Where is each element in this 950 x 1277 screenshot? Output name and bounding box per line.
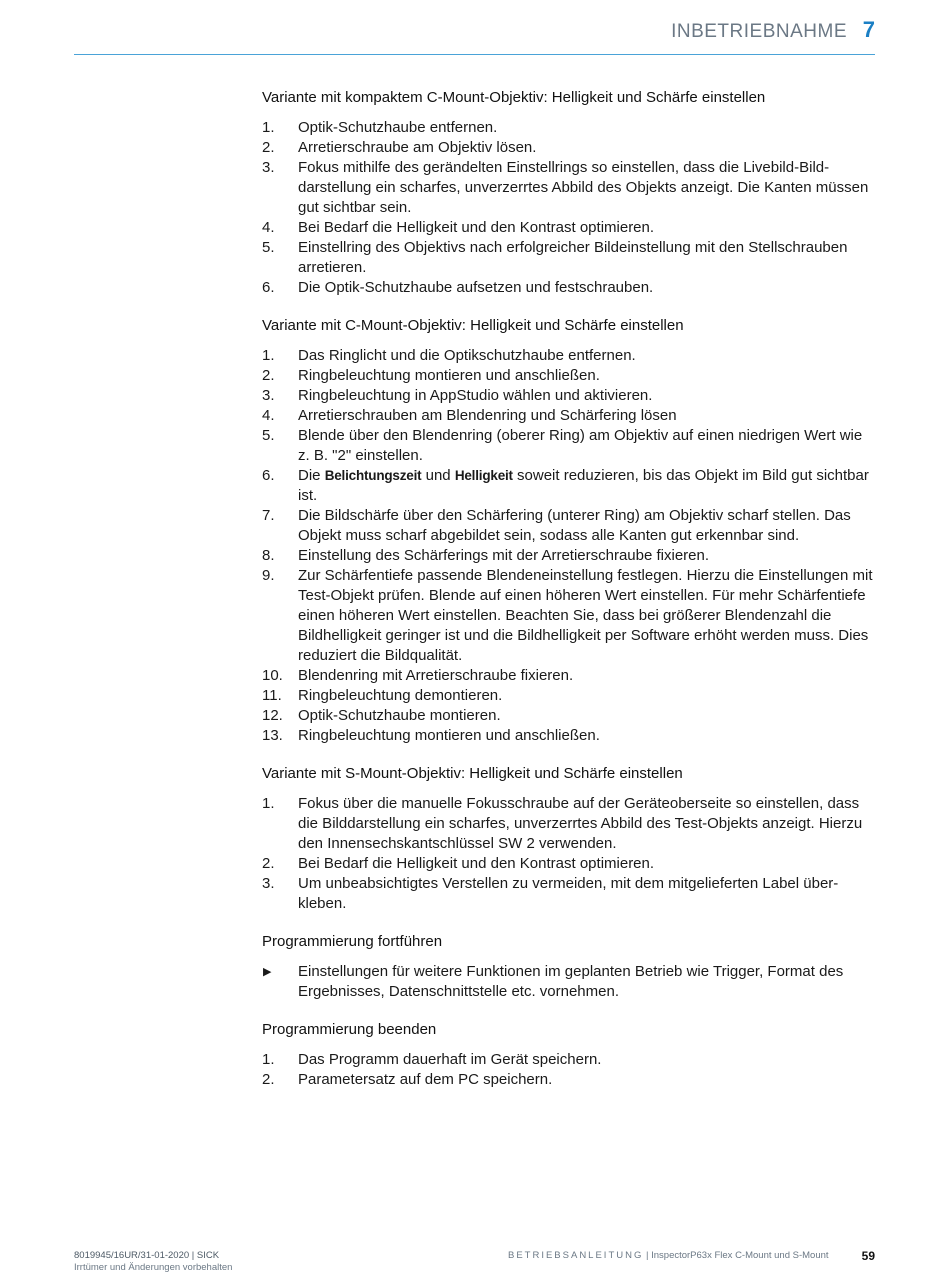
list-item: 3. Fokus mithilfe des gerändelten Einstellrings so einstellen, dass die Livebild-Bilddarstellung ein scharfes, unverzerrtes Abbild des Objekts anzeigt. Die Kanten müssen gut sichtbar sein.: [262, 159, 869, 216]
footer-document-info: [74, 1250, 232, 1274]
step-list: [262, 794, 875, 914]
step-list: [262, 1050, 875, 1090]
section-finish-programming: [262, 1020, 875, 1090]
list-item: 5. Blende über den Blendenring (oberer Ring) am Objektiv auf einen niedrigen Wert wie z. B. "2" einstellen.: [262, 427, 863, 464]
section-s-mount: [262, 764, 875, 914]
footer-manual-info: [508, 1250, 829, 1261]
list-item: 1. Das Ringlicht und die Optikschutzhaube entfernen.: [262, 347, 636, 364]
ui-term-brightness: Helligkeit: [454, 468, 513, 483]
list-item: 3. Um unbeabsichtigtes Verstellen zu vermeiden, mit dem mitgelieferten Label überkleben.: [262, 875, 839, 912]
chapter-number: 7: [862, 17, 875, 42]
list-item: 4. Arretierschrauben am Blendenring und Schärfering lösen: [262, 407, 677, 424]
section-title: Programmierung beenden: [262, 1021, 437, 1038]
list-item: 7. Die Bildschärfe über den Schärfering (unterer Ring) am Objektiv scharf stellen. Das Objekt muss scharf abgebildet sein, sodass alle Kanten gut erkennbar sind.: [262, 507, 851, 544]
list-item: 6. Die Belichtungszeit und Helligkeit soweit reduzieren, bis das Objekt im Bild gut sichtbar ist.: [262, 467, 869, 504]
list-item: 6. Die Optik-Schutzhaube aufsetzen und festschrauben.: [262, 279, 654, 296]
product-name: InspectorP63x Flex C-Mount und S-Mount: [651, 1250, 829, 1261]
list-item: 4. Bei Bedarf die Helligkeit und den Kontrast optimieren.: [262, 219, 655, 236]
list-item: 1. Optik-Schutzhaube entfernen.: [262, 119, 498, 136]
list-item: 3. Ringbeleuchtung in AppStudio wählen und aktivieren.: [262, 387, 653, 404]
footer-separator: |: [643, 1250, 652, 1261]
list-item: 2. Bei Bedarf die Helligkeit und den Kontrast optimieren.: [262, 855, 655, 872]
list-item: 1. Fokus über die manuelle Fokusschraube auf der Geräteoberseite so einstellen, dass die Bilddarstellung ein scharfes, unverzerrtes Abbild des Test-Objekts anzeigt. Hierzu den Innensechskantschlüssel SW 2 verwenden.: [262, 795, 863, 852]
list-item: 13. Ringbeleuchtung montieren und anschließen.: [262, 727, 600, 744]
page-number: 59: [861, 1249, 875, 1263]
section-title: Programmierung fortführen: [262, 933, 443, 950]
ui-term-exposure: Belichtungszeit: [324, 468, 422, 483]
list-item: ▶ Einstellungen für weitere Funktionen im geplanten Betrieb wie Trigger, Format des Ergebnisses, Datenschnittstelle etc. vornehmen.: [263, 963, 844, 1000]
manual-label: BETRIEBSANLEITUNG: [508, 1250, 644, 1261]
list-item: 12. Optik-Schutzhaube montieren.: [262, 707, 501, 724]
page-header: [74, 0, 875, 55]
section-compact-c-mount: [262, 88, 875, 298]
section-c-mount: [262, 316, 875, 746]
list-item: 9. Zur Schärfentiefe passende Blendeneinstellung festlegen. Hierzu die Einstellungen mit Test-Objekt prüfen. Blende auf einen höheren Wert einstellen. Für mehr Schärfentiefe einen höheren Wert einstellen. Beachten Sie, dass bei größerer Blendenzahl die Bildhelligkeit geringer ist und die Bildhelligkeit per Software erhöht werden muss. Dies reduziert die Bildqualität.: [262, 567, 873, 664]
action-list: [262, 962, 875, 1002]
list-item: 2. Parametersatz auf dem PC speichern.: [262, 1071, 553, 1088]
list-item: 2. Arretierschraube am Objektiv lösen.: [262, 139, 537, 156]
list-item: 8. Einstellung des Schärferings mit der Arretierschraube fixieren.: [262, 547, 710, 564]
document-code: 8019945/16UR/31-01-2020 | SICK: [74, 1250, 220, 1261]
play-triangle-icon: ▶: [263, 966, 272, 978]
list-item: 5. Einstellring des Objektivs nach erfolgreicher Bildeinstellung mit den Stellschrauben arretieren.: [262, 239, 848, 276]
list-item: 1. Das Programm dauerhaft im Gerät speichern.: [262, 1051, 602, 1068]
section-title: Variante mit S-Mount-Objektiv: Helligkeit und Schärfe einstellen: [262, 765, 683, 782]
section-title: Variante mit C-Mount-Objektiv: Helligkeit und Schärfe einstellen: [262, 317, 684, 334]
disclaimer: Irrtümer und Änderungen vorbehalten: [74, 1262, 233, 1273]
step-list: [262, 118, 875, 298]
section-title: Variante mit kompaktem C-Mount-Objektiv: Helligkeit und Schärfe einstellen: [262, 89, 766, 106]
main-content: [262, 88, 875, 1108]
list-item: 10. Blendenring mit Arretierschraube fixieren.: [262, 667, 574, 684]
list-item: 11. Ringbeleuchtung demontieren.: [262, 687, 503, 704]
step-list: [262, 346, 875, 746]
list-item: 2. Ringbeleuchtung montieren und anschließen.: [262, 367, 600, 384]
chapter-title: INBETRIEBNAHME: [671, 21, 847, 42]
section-continue-programming: [262, 932, 875, 1002]
